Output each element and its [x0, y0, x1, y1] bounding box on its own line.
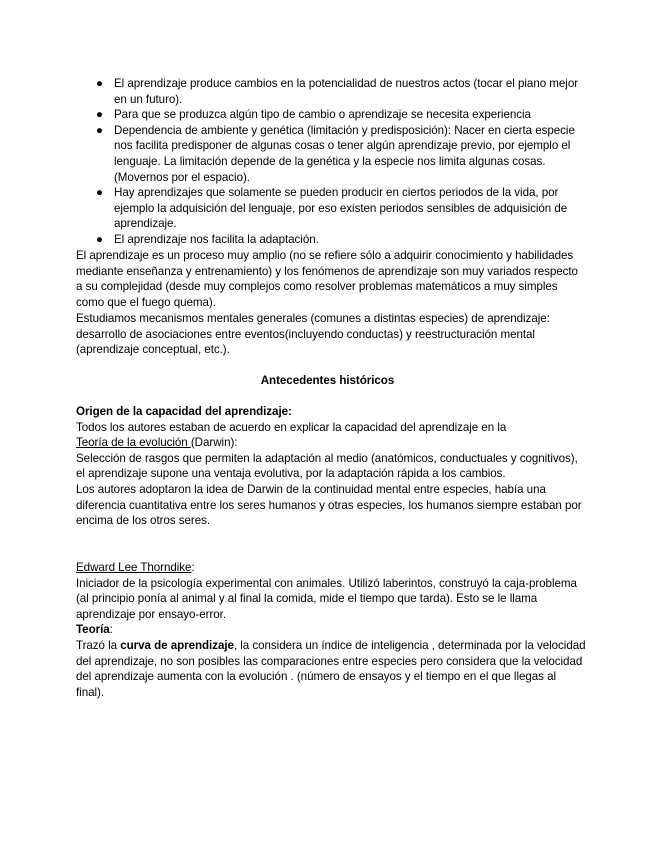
bullet-text: Hay aprendizajes que solamente se pueden producir en ciertos periodos de la vida, por ejemplo la adquisición del lenguaje, por eso existen periodos sensibles de adquisición de aprendizaje.: [114, 186, 568, 231]
bullet-text: Dependencia de ambiente y genética (limitación y predisposición): Nacer en cierta especie nos facilita predisponer de algunas cosas o tener algún aprendizaje previo, por ejemplo el lenguaje. La limitación depende de la genética y la especie nos limita algunas cosas. (Movernos por el espacio).: [114, 123, 575, 184]
learning-curve-term: curva de aprendizaje: [120, 638, 234, 652]
theory-line: [76, 435, 586, 451]
thorndike-heading: [76, 560, 586, 576]
paragraph-learning-curve: [76, 638, 586, 700]
bullet-dot-icon: ●: [96, 108, 103, 122]
bullet-dot-icon: ●: [96, 123, 103, 137]
bullet-dot-icon: ●: [96, 186, 103, 200]
section-heading: Antecedentes históricos: [260, 374, 395, 387]
bullet-dot-icon: ●: [96, 77, 103, 90]
bullet-item: [76, 107, 586, 123]
origin-section: [76, 404, 586, 529]
bullet-list: [76, 76, 586, 248]
bullet-item: [76, 76, 586, 107]
bullet-dot-icon: ●: [96, 232, 103, 246]
bullet-item: [76, 123, 586, 185]
paragraph-thorndike: Iniciador de la psicología experimental con animales. Utilizó laberintos, construyó la caja-problema (al principio ponía al animal y al final la comida, mide el tiempo que tarda). Esto se le llama aprendizaje por ensayo-error.: [76, 576, 577, 621]
bullet-text: El aprendizaje produce cambios en la potencialidad de nuestros actos (tocar el piano mejor en un futuro).: [114, 77, 579, 106]
bullet-text: El aprendizaje nos facilita la adaptación.: [114, 232, 319, 246]
paragraph-learning-process: El aprendizaje es un proceso muy amplio (no se refiere sólo a adquirir conocimiento y habilidades mediante enseñanza y entrenamiento) y los fenómenos de aprendizaje son muy variados respecto a su complejidad (desde muy complejos como resolver problemas matemáticos a muy simples como que el fuego quema).: [76, 249, 578, 309]
theory-author: (Darwin):: [190, 436, 238, 450]
paragraph-selection: Selección de rasgos que permiten la adaptación al medio (anatómicos, conductuales y cognitivos), el aprendizaje supone una ventaja evolutiva, por la adaptación rápida a los cambios.: [76, 451, 578, 481]
theory-link[interactable]: Teoría de la evolución: [76, 436, 191, 450]
origin-title: Origen de la capacidad del aprendizaje:: [76, 405, 292, 418]
paragraph-mental-mechanisms: Estudiamos mecanismos mentales generales (comunes a distintas especies) de aprendizaje: desarrollo de asociaciones entre eventos(incluyendo conductas) y reestructuración mental (aprendizaje conceptual, etc.).: [76, 312, 550, 357]
para6-end: , la considera un índice de inteligencia , determinada por la velocidad del aprendizaje, no son posibles las comparaciones entre especies pero considera que la velocidad del aprendizaje aumenta con la evolución . (número de ensayos y el tiempo en el que llegas al final).: [76, 638, 586, 699]
teoria-label: Teoría: [76, 623, 110, 637]
paragraph-continuity: Los autores adoptaron la idea de Darwin de la continuidad mental entre especies, había una diferencia cuantitativa entre los seres humanos y otras especies, los humanos siempre estaban por encima de los otros seres.: [76, 482, 582, 528]
thorndike-colon: :: [191, 561, 195, 574]
origin-line: Todos los autores estaban de acuerdo en explicar la capacidad del aprendizaje en la: [76, 420, 507, 434]
thorndike-link[interactable]: Edward Lee Thorndike: [76, 561, 192, 574]
teoria-colon: :: [109, 623, 113, 637]
bullet-item: [76, 185, 586, 232]
thorndike-section: [76, 560, 586, 700]
teoria-heading: [76, 622, 586, 638]
bullet-item: [76, 232, 586, 248]
para6-start: Trazó la: [76, 638, 121, 652]
bullet-text: Para que se produzca algún tipo de cambio o aprendizaje se necesita experiencia: [114, 108, 531, 122]
